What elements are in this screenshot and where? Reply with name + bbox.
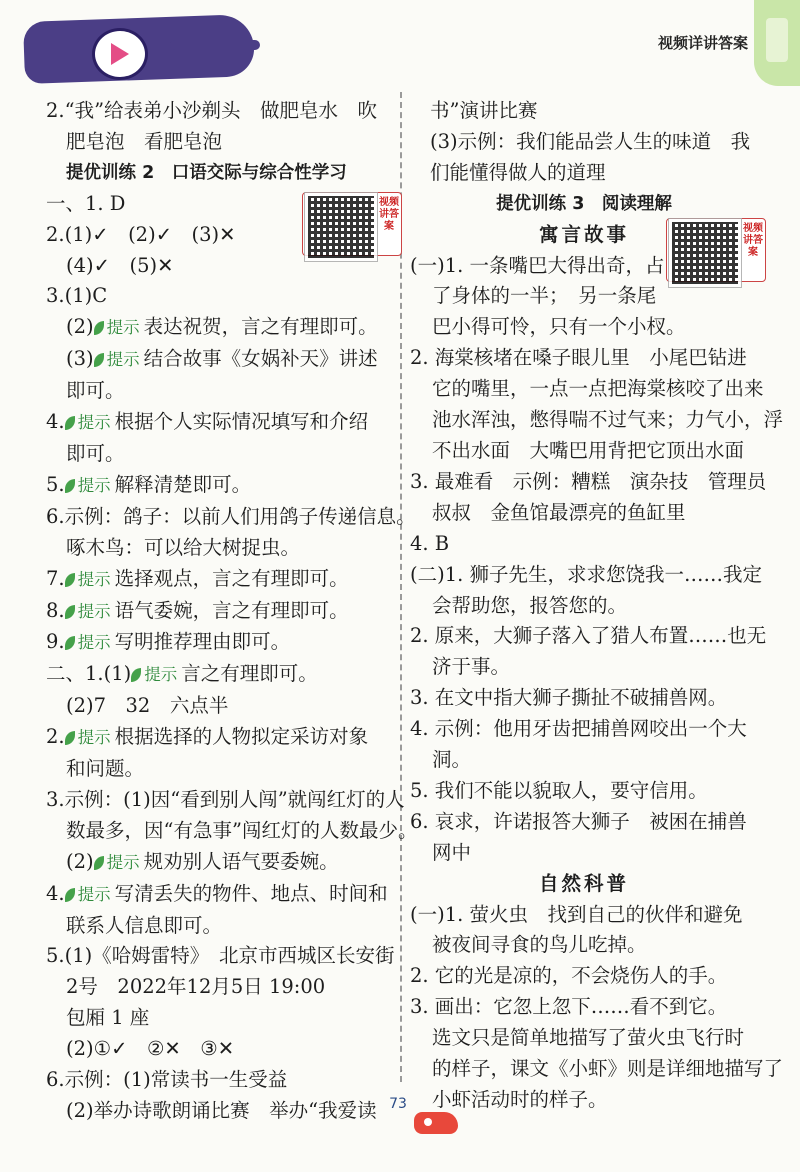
hint-text: 根据选择的人物拟定采访对象	[114, 725, 369, 749]
right-line	[410, 992, 758, 1023]
hint-text: 写清丢失的物件、地点、时间和	[114, 881, 388, 905]
line-text: 4.	[46, 410, 65, 434]
qr-code-icon	[669, 219, 741, 287]
right-line	[410, 621, 767, 652]
video-answers-brand: 视频详讲答案	[657, 34, 748, 52]
right-line	[410, 930, 758, 961]
hint-text: 写明推荐理由即可。	[114, 630, 291, 654]
right-line	[410, 405, 784, 436]
right-line	[410, 374, 764, 405]
hint-label: 提示	[65, 880, 111, 911]
left-line	[46, 941, 398, 972]
right-line	[410, 1085, 758, 1116]
submarine-icon	[414, 1112, 458, 1134]
hint-label: 提示	[65, 597, 111, 628]
hint-label: 提示	[131, 660, 177, 691]
right-line	[410, 436, 758, 467]
qr-code-box-1[interactable]	[302, 192, 402, 256]
line-text: 9.	[46, 630, 65, 654]
line-text: 二、1.(1)	[46, 662, 132, 686]
line-text: 4. 示例：他用牙齿把捕兽网咬出一个大	[410, 717, 747, 741]
line-text: (4)✓ (5)✕	[66, 253, 174, 277]
page-tab-decoration	[754, 0, 800, 86]
line-text: 了身体的一半； 另一条尾	[432, 284, 657, 308]
right-line	[410, 961, 758, 992]
right-line	[410, 312, 758, 343]
left-line	[46, 344, 398, 376]
hint-label: 提示	[65, 408, 111, 439]
line-text: 6. 哀求，许诺报答大狮子 被困在捕兽	[410, 809, 747, 833]
left-line	[46, 596, 398, 628]
line-text: 肥皂泡 看肥皂泡	[66, 129, 223, 153]
left-line	[46, 627, 398, 659]
right-line	[410, 900, 758, 931]
right-line	[410, 158, 758, 189]
line-text: 提优训练 3 阅读理解	[496, 193, 672, 214]
left-line	[46, 754, 398, 785]
line-text: (2)举办诗歌朗诵比赛 举办“我爱读	[66, 1099, 377, 1122]
line-text: 2. 它的光是凉的，不会烧伤人的手。	[410, 964, 728, 988]
line-text: 6.示例：(1)常读书一生受益	[46, 1068, 288, 1092]
hint-text: 结合故事《女娲补天》讲述	[143, 347, 378, 371]
right-line	[410, 838, 758, 869]
hint-text: 表达祝贺，言之有理即可。	[143, 315, 378, 339]
line-text: (2)7 32 六点半	[66, 694, 229, 718]
line-text: 网中	[432, 840, 472, 864]
right-line	[410, 714, 758, 745]
right-line	[410, 1054, 784, 1085]
right-line	[410, 560, 763, 591]
hint-label: 提示	[65, 565, 111, 596]
line-text: 即可。	[66, 441, 125, 465]
line-text: 3. 最难看 示例：糟糕 演杂技 管理员	[410, 469, 767, 493]
hint-text: 言之有理即可。	[181, 662, 318, 686]
line-text: 池水浑浊，憋得喘不过气来；力气小，浮	[432, 408, 784, 432]
hint-text: 语气委婉，言之有理即可。	[114, 598, 349, 622]
left-line	[46, 879, 398, 911]
line-text: 2.“我”给表弟小沙剃头 做肥皂水 吹	[46, 99, 378, 122]
hint-label: 提示	[65, 471, 111, 502]
left-line	[46, 127, 398, 158]
line-text: 3. 画出：它忽上忽下……看不到它。	[410, 995, 728, 1019]
line-text: (二)1. 狮子先生，求求您饶我一……我定	[410, 562, 763, 586]
right-line	[410, 591, 758, 622]
line-text: 巴小得可怜，只有一个小杈。	[432, 315, 686, 339]
line-text: 7.	[46, 566, 65, 590]
left-line	[46, 1096, 398, 1127]
line-text: (2)	[66, 315, 94, 339]
line-text: 它的嘴里，一点一点把海棠核咬了出来	[432, 377, 764, 401]
left-line	[46, 533, 398, 564]
left-line	[46, 564, 398, 596]
right-line	[410, 869, 758, 900]
line-text: (2)①✓ ②✕ ③✕	[66, 1037, 235, 1061]
left-line	[46, 722, 398, 754]
right-line	[410, 745, 758, 776]
left-line	[46, 312, 398, 344]
right-line	[410, 807, 758, 838]
line-text: 会帮助您，报答您的。	[432, 593, 628, 617]
hint-text: 选择观点，言之有理即可。	[114, 566, 349, 590]
left-line	[46, 376, 398, 407]
hint-label: 提示	[94, 345, 140, 376]
line-text: 自然科普	[538, 871, 629, 895]
right-line	[410, 96, 758, 127]
line-text: 5.(1)《哈姆雷特》 北京市西城区长安街	[46, 944, 395, 968]
qr-label: 视频讲答案	[379, 197, 399, 232]
line-text: 8.	[46, 598, 65, 622]
page-number: 73	[389, 1096, 407, 1112]
line-text: 联系人信息即可。	[66, 913, 223, 937]
line-text: 被夜间寻食的鸟儿吃掉。	[432, 933, 647, 957]
line-text: 4.	[46, 881, 65, 905]
left-line	[46, 1003, 398, 1034]
page-header	[0, 0, 800, 100]
line-text: 小虾活动时的样子。	[432, 1088, 608, 1111]
left-line	[46, 847, 398, 879]
line-text: 和问题。	[66, 757, 145, 781]
line-text: 寓言故事	[538, 222, 629, 246]
right-line	[410, 343, 758, 374]
left-line	[46, 911, 398, 942]
right-line	[410, 683, 758, 714]
line-text: 啄木鸟：可以给大树捉虫。	[66, 535, 301, 559]
line-text: 2. 海棠核堵在嗓子眼儿里 小尾巴钻进	[410, 346, 747, 370]
line-text: 包厢 1 座	[66, 1006, 150, 1030]
right-line	[410, 127, 758, 158]
line-text: 一、1. D	[46, 191, 126, 215]
line-text: 提优训练 2 口语交际与综合性学习	[66, 162, 347, 183]
line-text: (3)示例：我们能品尝人生的味道 我	[430, 129, 751, 153]
right-line	[410, 1023, 758, 1054]
hint-text: 规劝别人语气要委婉。	[143, 849, 339, 873]
play-icon[interactable]	[92, 28, 148, 80]
left-line	[46, 439, 398, 470]
qr-code-icon	[305, 193, 377, 261]
line-text: 书”演讲比赛	[430, 99, 538, 122]
line-text: 洞。	[432, 748, 472, 772]
line-text: 数最多，因“有急事”闯红灯的人数最少。	[66, 818, 418, 842]
right-line	[410, 652, 758, 683]
left-line	[46, 1065, 398, 1096]
line-text: (一)1. 一条嘴巴大得出奇，占	[410, 253, 665, 277]
hint-label: 提示	[65, 723, 111, 754]
left-line	[46, 407, 398, 439]
line-text: 选文只是简单地描写了萤火虫飞行时	[432, 1026, 745, 1050]
left-line	[46, 502, 416, 533]
left-line	[46, 816, 418, 847]
line-text: 即可。	[66, 379, 125, 403]
line-text: 济于事。	[432, 655, 511, 679]
line-text: 6.示例：鸽子：以前人们用鸽子传递信息。	[46, 504, 416, 528]
line-text: 4. B	[410, 531, 450, 555]
header-brush-stroke	[170, 40, 260, 50]
hint-label: 提示	[94, 313, 140, 344]
hint-label: 提示	[65, 628, 111, 659]
hint-text: 解释清楚即可。	[114, 472, 252, 496]
left-line	[46, 281, 398, 312]
right-line	[410, 529, 758, 560]
line-text: 3. 在文中指大狮子撕扯不破捕兽网。	[410, 686, 728, 710]
right-line	[410, 776, 758, 807]
left-line	[46, 1034, 398, 1065]
line-text: 3.(1)C	[46, 284, 108, 308]
line-text: 3.示例：(1)因“看到别人闯”就闯红灯的人	[46, 787, 405, 811]
line-text: (一)1. 萤火虫 找到自己的伙伴和避免	[410, 902, 743, 926]
left-line	[46, 785, 405, 816]
line-text: 5.	[46, 472, 65, 496]
left-line	[46, 96, 398, 127]
right-line	[410, 189, 758, 220]
left-line	[46, 972, 398, 1003]
hint-label: 提示	[94, 848, 140, 879]
line-text: (2)	[66, 849, 94, 873]
line-text: 的样子，课文《小虾》则是详细地描写了	[432, 1057, 784, 1081]
hint-text: 根据个人实际情况填写和介绍	[114, 410, 369, 434]
line-text: 2号 2022年12月5日 19:00	[66, 975, 326, 999]
right-line	[410, 467, 767, 498]
line-text: 5. 我们不能以貌取人，要守信用。	[410, 778, 708, 802]
line-text: 2.	[46, 725, 65, 749]
line-text: 2. 原来，大狮子落入了猎人布置……也无	[410, 624, 767, 648]
line-text: 2.(1)✓ (2)✓ (3)✕	[46, 222, 236, 246]
right-line	[410, 498, 758, 529]
left-line	[46, 158, 398, 189]
left-line	[46, 470, 398, 502]
line-text: 们能懂得做人的道理	[430, 160, 606, 184]
line-text: (3)	[66, 347, 94, 371]
qr-label: 视频讲答案	[743, 223, 763, 258]
qr-code-box-2[interactable]	[666, 218, 766, 282]
line-text: 不出水面 大嘴巴用背把它顶出水面	[432, 438, 745, 462]
line-text: 叔叔 金鱼馆最漂亮的鱼缸里	[432, 500, 686, 524]
left-line	[46, 659, 398, 691]
left-line	[46, 691, 398, 722]
